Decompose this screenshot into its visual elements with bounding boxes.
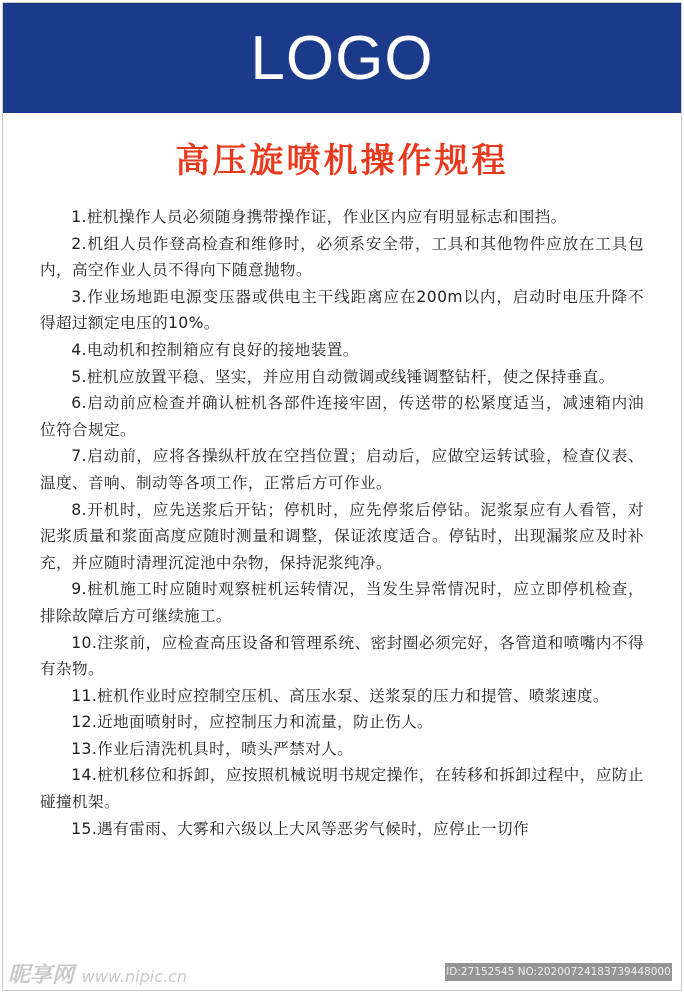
rule-item: 9.桩机施工时应随时观察桩机运转情况，当发生异常情况时，应立即停机检查，排除故障后方可继续施工。 — [40, 580, 644, 625]
rule-item: 2.机组人员作登高检查和维修时，必须系安全带，工具和其他物件应放在工具包内，高空作业人员不得向下随意抛物。 — [40, 234, 644, 280]
image-id-label: ID:27152545 NO:20200724183739448000 — [445, 963, 672, 981]
page-title: 高压旋喷机操作规程 — [175, 141, 509, 181]
rules-list — [40, 204, 644, 842]
header-banner — [3, 3, 681, 113]
site-watermark — [8, 958, 187, 989]
rule-item: 4.电动机和控制箱应有良好的接地装置。 — [71, 340, 359, 359]
rule-item: 15.遇有雷雨、大雾和六级以上大风等恶劣气候时，应停止一切作 — [71, 819, 530, 838]
rule-item: 5.桩机应放置平稳、坚实，并应用自动微调或线锤调整钻杆，使之保持垂直。 — [71, 367, 615, 386]
logo: LOGO — [250, 23, 434, 93]
rule-item: 12.近地面喷射时，应控制压力和流量，防止伤人。 — [71, 713, 434, 732]
rule-item: 13.作业后清洗机具时，喷头严禁对人。 — [71, 739, 354, 758]
rule-item: 1.桩机操作人员必须随身携带操作证，作业区内应有明显标志和围挡。 — [71, 208, 567, 226]
watermark-brand: 昵享网 — [8, 963, 75, 988]
rule-item: 6.启动前应检查并确认桩机各部件连接牢固，传送带的松紧度适当，减速箱内油位符合规定。 — [40, 394, 644, 439]
rule-item: 7.启动前，应将各操纵杆放在空挡位置；启动后，应做空运转试验，检查仪表、温度、音响、制动等各项工作，正常后方可作业。 — [40, 447, 644, 492]
rule-item: 8.开机时，应先送浆后开钻；停机时，应先停浆后停钻。泥浆泵应有人看管，对泥浆质量和浆面高度应随时测量和调整，保证浓度适合。停钻时，出现漏浆应及时补充，并应随时清理沉淀池中杂物，保持泥浆纯净。 — [40, 500, 644, 572]
watermark-url: www.nipic.cn — [81, 967, 188, 986]
rule-item: 3.作业场地距电源变压器或供电主干线距离应在200m以内，启动时电压升降不得超过额定电压的10%。 — [40, 287, 644, 333]
rule-item: 10.注浆前，应检查高压设备和管理系统、密封圈必须完好，各管道和喷嘴内不得有杂物。 — [40, 633, 644, 679]
rule-item: 14.桩机移位和拆卸，应按照机械说明书规定操作，在转移和拆卸过程中，应防止碰撞机架。 — [40, 766, 644, 812]
rule-item: 11.桩机作业时应控制空压机、高压水泵、送浆泵的压力和提管、喷浆速度。 — [71, 686, 609, 705]
